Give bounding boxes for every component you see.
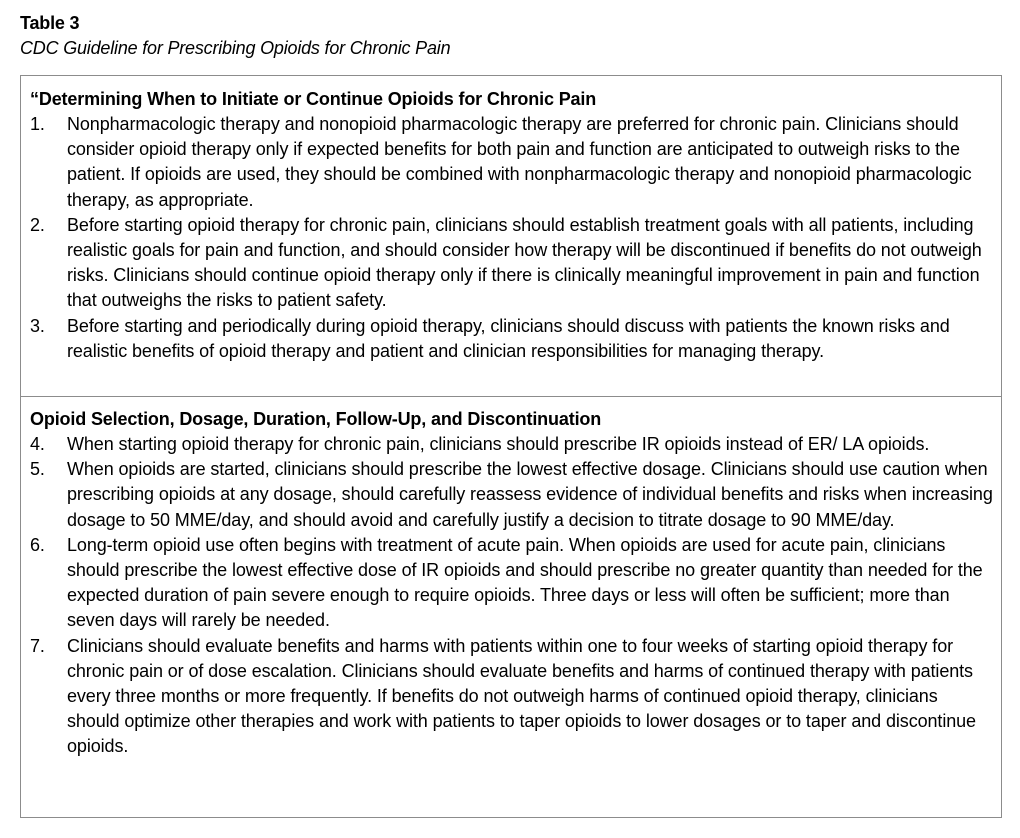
recommendation-item — [30, 213, 993, 314]
recommendation-item — [30, 112, 993, 213]
recommendation-number: 1. — [30, 114, 45, 134]
recommendation-text: When opioids are started, clinicians should prescribe the lowest effective dosage. Clinicians should use caution when prescribing opioids at any dosage, should carefully reassess evidence of individual benefits and risks when increasing dosage to 50 MME/day, and should avoid and carefully justify a decision to titrate dosage to 90 MME/day. — [67, 459, 993, 530]
recommendation-text: When starting opioid therapy for chronic pain, clinicians should prescribe IR opioids instead of ER/ LA opioids. — [67, 434, 930, 454]
guideline-table — [20, 75, 1002, 818]
section-title: “Determining When to Initiate or Continue Opioids for Chronic Pain — [30, 89, 597, 109]
section-title: Opioid Selection, Dosage, Duration, Follow-Up, and Discontinuation — [30, 409, 602, 429]
recommendation-item — [30, 432, 993, 457]
recommendation-text: Nonpharmacologic therapy and nonopioid pharmacologic therapy are preferred for chronic pain. Clinicians should consider opioid therapy only if expected benefits for both pain and function are anticipated to outweigh risks to the patient. If opioids are used, they should be combined with nonpharmacologic therapy and nonopioid pharmacologic therapy, as appropriate. — [67, 114, 972, 210]
recommendation-item — [30, 314, 993, 364]
table-label: Table 3 — [20, 13, 80, 33]
recommendation-text: Long-term opioid use often begins with treatment of acute pain. When opioids are used for acute pain, clinicians should prescribe the lowest effective dose of IR opioids and should prescribe no greater quantity than needed for the expected duration of pain severe enough to require opioids. Three days or less will often be sufficient; more than seven days will rarely be needed. — [67, 534, 983, 631]
recommendation-number: 6. — [30, 534, 45, 555]
recommendation-item — [30, 634, 993, 760]
section-initiate-continue — [21, 76, 1001, 397]
section-opioid-selection — [21, 397, 1001, 760]
recommendation-list — [30, 432, 993, 760]
recommendation-number: 4. — [30, 434, 45, 454]
recommendation-text: Before starting and periodically during opioid therapy, clinicians should discuss with patients the known risks and realistic benefits of opioid therapy and patient and clinician responsibilities for managing therapy. — [67, 315, 950, 361]
recommendation-item — [30, 533, 993, 634]
recommendation-number: 7. — [30, 635, 45, 656]
recommendation-number: 3. — [30, 315, 45, 336]
recommendation-item — [30, 457, 993, 533]
recommendation-number: 2. — [30, 214, 45, 235]
table-caption: CDC Guideline for Prescribing Opioids for Chronic Pain — [20, 38, 451, 58]
recommendation-text: Before starting opioid therapy for chronic pain, clinicians should establish treatment goals with all patients, including realistic goals for pain and function, and should consider how therapy will be discontinued if benefits do not outweigh risks. Clinicians should continue opioid therapy only if there is clinically meaningful improvement in pain and function that outweighs the risks to patient safety. — [67, 214, 982, 311]
recommendation-list — [30, 112, 993, 364]
recommendation-text: Clinicians should evaluate benefits and harms with patients within one to four weeks of starting opioid therapy for chronic pain or of dose escalation. Clinicians should evaluate benefits and harms of continued therapy with patients every three months or more frequently. If benefits do not outweigh harms of continued opioid therapy, clinicians should optimize other therapies and work with patients to taper opioids to lower dosages or to taper and discontinue opioids. — [67, 635, 976, 757]
recommendation-number: 5. — [30, 459, 45, 480]
